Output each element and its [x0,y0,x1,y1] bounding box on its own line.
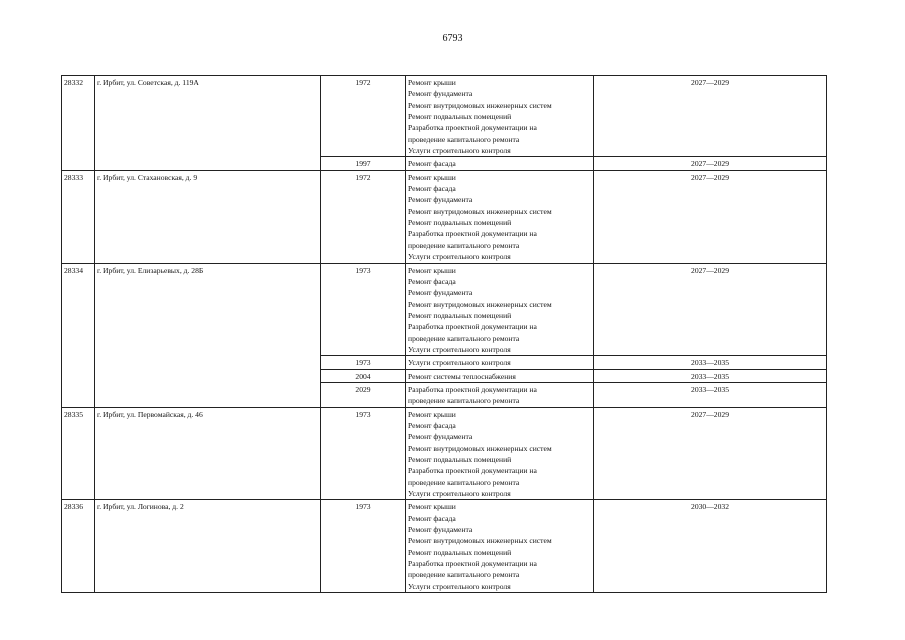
period-cell: 2027—2029 [594,76,827,157]
work-item: Ремонт системы теплоснабжения [408,371,516,381]
object-id-cell: 28336 [62,500,95,593]
work-item: Ремонт внутридомовых инженерных систем [408,206,552,216]
work-item: Ремонт фасада [408,184,456,194]
work-item: Разработка проектной документации на [408,384,537,394]
work-item: Ремонт внутридомовых инженерных систем [408,443,552,453]
work-item: проведение капитального ремонта [408,570,520,580]
table-body [62,76,827,593]
work-item: Ремонт подвальных помещений [408,310,512,320]
work-item: Ремонт крыши [408,172,456,182]
work-item: Ремонт фундамента [408,525,473,535]
work-item: Ремонт внутридомовых инженерных систем [408,100,552,110]
work-item: Ремонт подвальных помещений [408,218,512,228]
object-id-cell: 28332 [62,76,95,171]
work-item: Услуги строительного контроля [408,358,511,368]
work-item: проведение капитального ремонта [408,333,520,343]
work-item: Услуги строительного контроля [408,489,511,499]
period-cell: 2027—2029 [594,170,827,263]
year-cell: 1997 [321,157,406,170]
address-cell: г. Ирбит, ул. Стахановская, д. 9 [95,170,321,263]
work-item: Ремонт фасада [408,159,456,169]
work-item: Разработка проектной документации на [408,466,537,476]
work-item: Ремонт фасада [408,276,456,286]
address-cell: г. Ирбит, ул. Советская, д. 119А [95,76,321,171]
work-item: проведение капитального ремонта [408,477,520,487]
works-cell [406,76,594,157]
year-cell: 1973 [321,263,406,356]
year-cell: 1972 [321,76,406,157]
works-cell [406,356,594,369]
work-item: Услуги строительного контроля [408,344,511,354]
table-row [62,407,827,500]
work-item: Услуги строительного контроля [408,581,511,591]
work-item: Ремонт крыши [408,409,456,419]
work-item: проведение капитального ремонта [408,134,520,144]
period-cell: 2030—2032 [594,500,827,593]
year-cell: 1973 [321,407,406,500]
work-item: Разработка проектной документации на [408,559,537,569]
works-cell [406,170,594,263]
work-item: Ремонт внутридомовых инженерных систем [408,536,552,546]
work-item: Ремонт фундамента [408,195,473,205]
work-item: Ремонт фундамента [408,432,473,442]
page-number: 6793 [442,33,463,44]
table-row [62,263,827,356]
works-cell [406,263,594,356]
year-cell: 2004 [321,369,406,382]
work-item: Ремонт внутридомовых инженерных систем [408,299,552,309]
work-item: Ремонт фасада [408,513,456,523]
address-cell: г. Ирбит, ул. Елизарьевых, д. 28Б [95,263,321,407]
work-item: Ремонт подвальных помещений [408,547,512,557]
works-cell [406,407,594,500]
work-item: проведение капитального ремонта [408,396,520,406]
work-item: Ремонт фундамента [408,89,473,99]
capital-repair-table [61,75,827,593]
work-item: Ремонт подвальных помещений [408,112,512,122]
object-id-cell: 28333 [62,170,95,263]
period-cell: 2033—2035 [594,369,827,382]
work-item: Ремонт крыши [408,265,456,275]
table-row [62,500,827,593]
period-cell: 2033—2035 [594,382,827,407]
work-item: Ремонт фундамента [408,288,473,298]
works-cell [406,382,594,407]
object-id-cell: 28334 [62,263,95,407]
period-cell: 2027—2029 [594,157,827,170]
period-cell: 2033—2035 [594,356,827,369]
table-row [62,170,827,263]
works-cell [406,369,594,382]
works-cell [406,500,594,593]
period-cell: 2027—2029 [594,263,827,356]
works-cell [406,157,594,170]
address-cell: г. Ирбит, ул. Логинова, д. 2 [95,500,321,593]
period-cell: 2027—2029 [594,407,827,500]
work-item: Разработка проектной документации на [408,229,537,239]
object-id-cell: 28335 [62,407,95,500]
table-row [62,76,827,157]
work-item: Ремонт подвальных помещений [408,455,512,464]
year-cell: 1972 [321,170,406,263]
work-item: проведение капитального ремонта [408,240,520,250]
work-item: Услуги строительного контроля [408,252,511,262]
work-item: Ремонт крыши [408,502,456,512]
address-cell: г. Ирбит, ул. Первомайская, д. 46 [95,407,321,500]
work-item: Ремонт крыши [408,78,456,87]
work-item: Услуги строительного контроля [408,146,511,156]
year-cell: 2029 [321,382,406,407]
year-cell: 1973 [321,356,406,369]
work-item: Разработка проектной документации на [408,123,537,133]
year-cell: 1973 [321,500,406,593]
work-item: Ремонт фасада [408,420,456,430]
work-item: Разработка проектной документации на [408,322,537,332]
